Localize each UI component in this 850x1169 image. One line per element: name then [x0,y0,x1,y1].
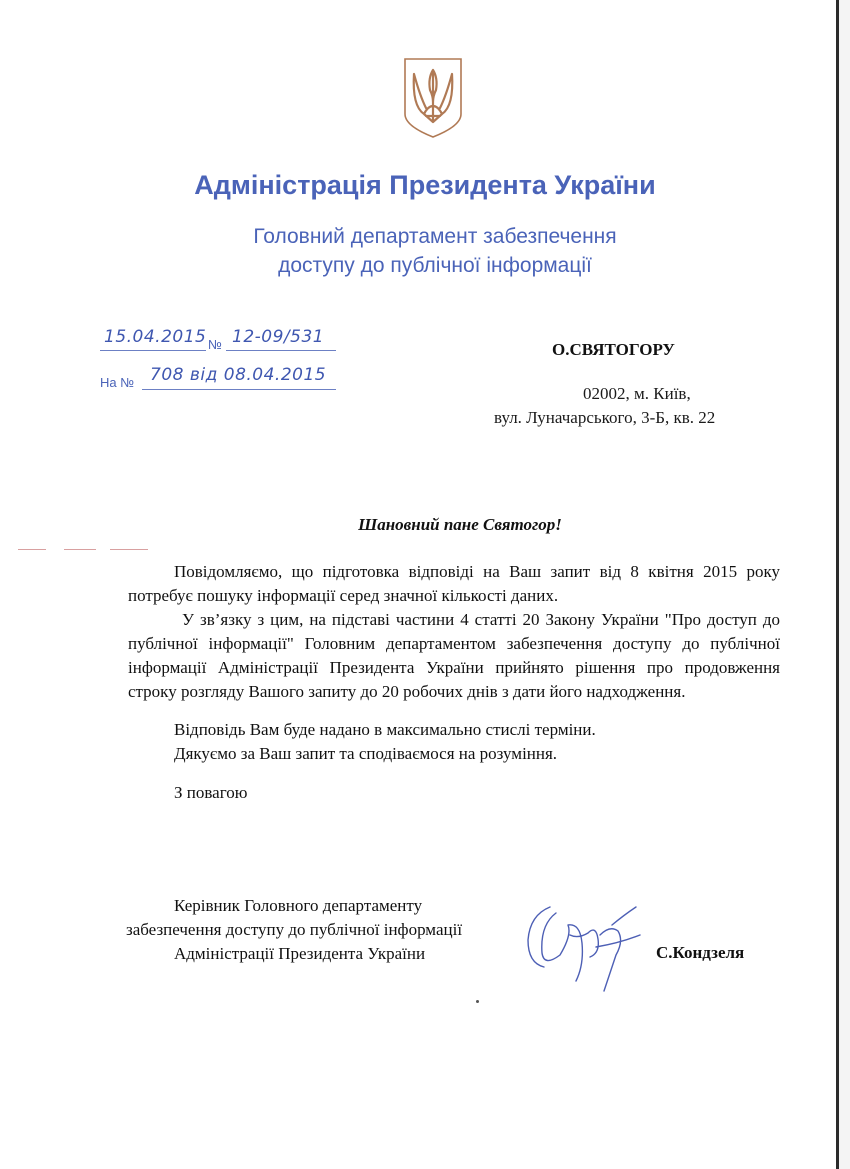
recipient-address-line1: 02002, м. Київ, [583,384,691,403]
trident-emblem-icon [402,56,464,140]
body-paragraph: Відповідь Вам буде надано в максимально стислі терміни. [174,720,596,739]
department-name-line2: доступу до публічної інформації [278,254,592,277]
scan-mark [18,549,46,550]
body-paragraph: Повідомляємо, що підготовка відповіді на Ваш запит від 8 квітня 2015 року потребує пошуку інформації серед значної кількості даних. [128,562,780,605]
recipient-address-line2: вул. Луначарського, 3-Б, кв. 22 [494,408,716,427]
signer-title-line3: Адміністрації Президента України [174,944,426,963]
salutation: Шановний пане Святогор! [358,515,562,534]
organization-title: Адміністрація Президента України [194,170,656,200]
outgoing-number: 12-09/531 [232,327,325,347]
body-paragraph: Дякуємо за Ваш запит та сподіваємося на розуміння. [174,744,558,763]
signer-title-line1: Керівник Головного департаменту [174,896,423,915]
signer-title-line2: забезпечення доступу до публічної інформації [126,920,463,939]
signer-name: С.Кондзеля [656,943,745,962]
scan-mark [110,549,148,550]
scan-mark [64,549,96,550]
department-name-line1: Головний департамент забезпечення [253,225,617,248]
reply-underline [142,389,336,390]
body-paragraph: У зв’язку з цим, на підставі частини 4 статті 20 Закону України "Про доступ до публічної інформації" Головним департаментом забезпечення доступу до публічної інформації Адміністрації Президента України прийнято рішення про продовження строку розгляду Вашого запиту до 20 робочих днів з дати його надходження. [128,610,780,701]
date-underline [100,350,206,351]
outgoing-date: 15.04.2015 [104,327,207,347]
handwritten-signature [520,895,650,995]
reply-number-label: На № [100,375,135,390]
reply-reference: 708 від 08.04.2015 [150,365,327,385]
number-label: № [208,337,222,352]
scan-speck [476,1000,479,1003]
closing: З повагою [174,783,248,802]
recipient-name: О.СВЯТОГОРУ [552,340,675,359]
number-underline [226,350,336,351]
